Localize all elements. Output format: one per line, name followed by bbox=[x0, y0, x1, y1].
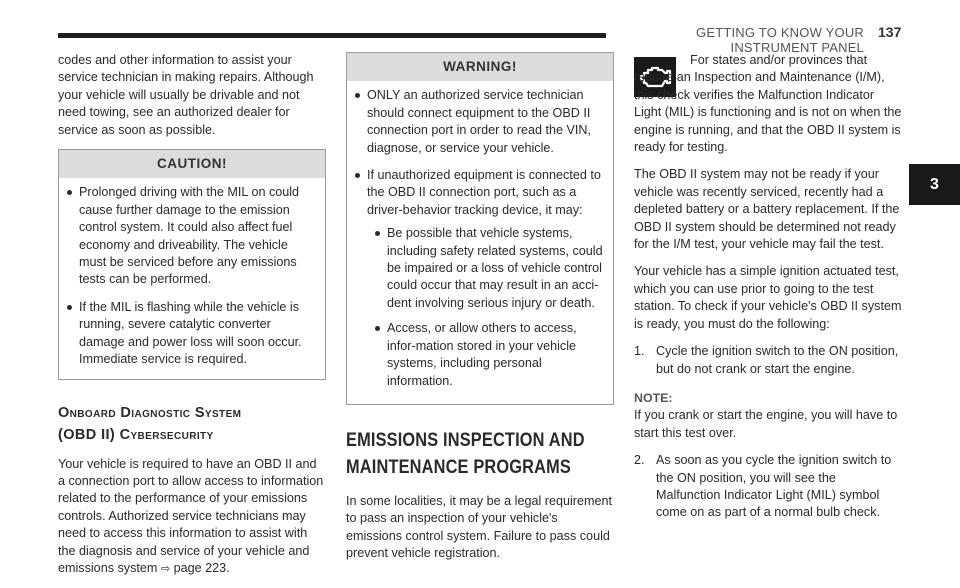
step-text: As soon as you cycle the ignition switch to the ON position, you will see the Malfunction Indicator Light (MIL) symbol come on as part of a normal bulb check. bbox=[656, 453, 892, 520]
step-number: 2. bbox=[634, 453, 645, 468]
heading-line: MAINTENANCE PROGRAMS bbox=[346, 456, 571, 478]
step-text: Cycle the ignition switch to the ON position, but do not crank or start the engine. bbox=[656, 344, 899, 376]
warning-title: WARNING! bbox=[347, 53, 613, 81]
caution-title: CAUTION! bbox=[59, 150, 325, 178]
page-reference-link[interactable]: page 223. bbox=[173, 560, 230, 575]
section-heading-obd-cybersecurity bbox=[58, 402, 326, 446]
chapter-tab[interactable]: 3 bbox=[909, 164, 960, 205]
warning-item: ONLY an authorized service technician should connect equipment to the OBD II connection port in order to read the VIN, diagnose, or service your vehicle. bbox=[355, 87, 605, 157]
column-left bbox=[58, 52, 326, 588]
steps-list-continued bbox=[634, 452, 902, 522]
warning-item-text: If unauthorized equipment is connected to the OBD II connection port, such as a driver-behavior tracking device, it may: bbox=[367, 168, 601, 217]
section-heading-emissions-inspection bbox=[346, 427, 613, 481]
obd-paragraph-text: Your vehicle is required to have an OBD II and a connection port to allow access to information related to the performance of your emissions controls. Authorized service technicians may need to access this information to assist with the diagnosis and service of your vehicle and emissions system bbox=[58, 456, 324, 575]
warning-item bbox=[355, 167, 605, 390]
column-middle bbox=[346, 52, 614, 573]
warning-list bbox=[347, 81, 613, 404]
warning-subitem: Be possible that vehicle systems, including safety related systems, could be impaired or a loss of vehicle control could occur that may result in an acci-dent involving serious injury or death. bbox=[375, 225, 605, 312]
caution-list bbox=[59, 178, 325, 378]
heading-line: Onboard Diagnostic System bbox=[58, 404, 242, 421]
caution-item: If the MIL is flashing while the vehicle is running, severe catalytic converter damage and power loss will soon occur. Immediate service is required. bbox=[67, 299, 317, 369]
page-reference-arrow-icon: ⇨ bbox=[160, 562, 171, 575]
caution-box bbox=[58, 149, 326, 379]
heading-line: EMISSIONS INSPECTION AND bbox=[346, 429, 585, 451]
column-right bbox=[634, 52, 902, 532]
caution-item: Prolonged driving with the MIL on could cause further damage to the emission control system. It could also affect fuel economy and driveability. The vehicle must be serviced before any emissions tests can be performed. bbox=[67, 184, 317, 288]
running-header-title: GETTING TO KNOW YOUR INSTRUMENT PANEL bbox=[696, 25, 864, 55]
step-item bbox=[634, 452, 902, 522]
warning-sublist bbox=[367, 219, 605, 390]
emissions-paragraph: In some localities, it may be a legal requirement to pass an inspection of your vehicle's emissions control system. Failure to pass could prevent vehicle registration. bbox=[346, 493, 612, 561]
warning-subitem: Access, or allow others to access, infor-mation stored in your vehicle systems, including personal information. bbox=[375, 320, 605, 390]
header-rule bbox=[58, 33, 606, 38]
heading-line: (OBD II) Cybersecurity bbox=[58, 426, 214, 443]
warning-box bbox=[346, 52, 614, 405]
ignition-test-paragraph: Your vehicle has a simple ignition actuated test, which you can use prior to going to the test station. To check if your vehicle's OBD II system is ready, you must do the following: bbox=[634, 264, 902, 331]
step-number: 1. bbox=[634, 344, 645, 359]
intro-paragraph: codes and other information to assist your service technician in making repairs. Although your vehicle will usually be drivable and not need towing, see an authorized dealer for service as soon as possible. bbox=[58, 53, 314, 137]
step-item bbox=[634, 343, 902, 378]
steps-list bbox=[634, 343, 902, 378]
obd-paragraph bbox=[58, 456, 326, 579]
indicator-paragraph: For states and/or provinces that require an Inspection and Maintenance (I/M), this check verifies the Malfunction Indicator Light (MIL) is functioning and is not on when the engine is running, and that the OBD II system is ready for testing. bbox=[634, 53, 902, 155]
note-text: If you crank or start the engine, you will have to start this test over. bbox=[634, 408, 898, 440]
obd-readiness-paragraph: The OBD II system may not be ready if your vehicle was recently serviced, recently had a depleted battery or a battery replacement. If the OBD II system should be determined not ready for the I/M test, your vehicle may fail the test. bbox=[634, 167, 900, 252]
note-label: NOTE: bbox=[634, 390, 673, 405]
page-number: 137 bbox=[878, 24, 902, 40]
